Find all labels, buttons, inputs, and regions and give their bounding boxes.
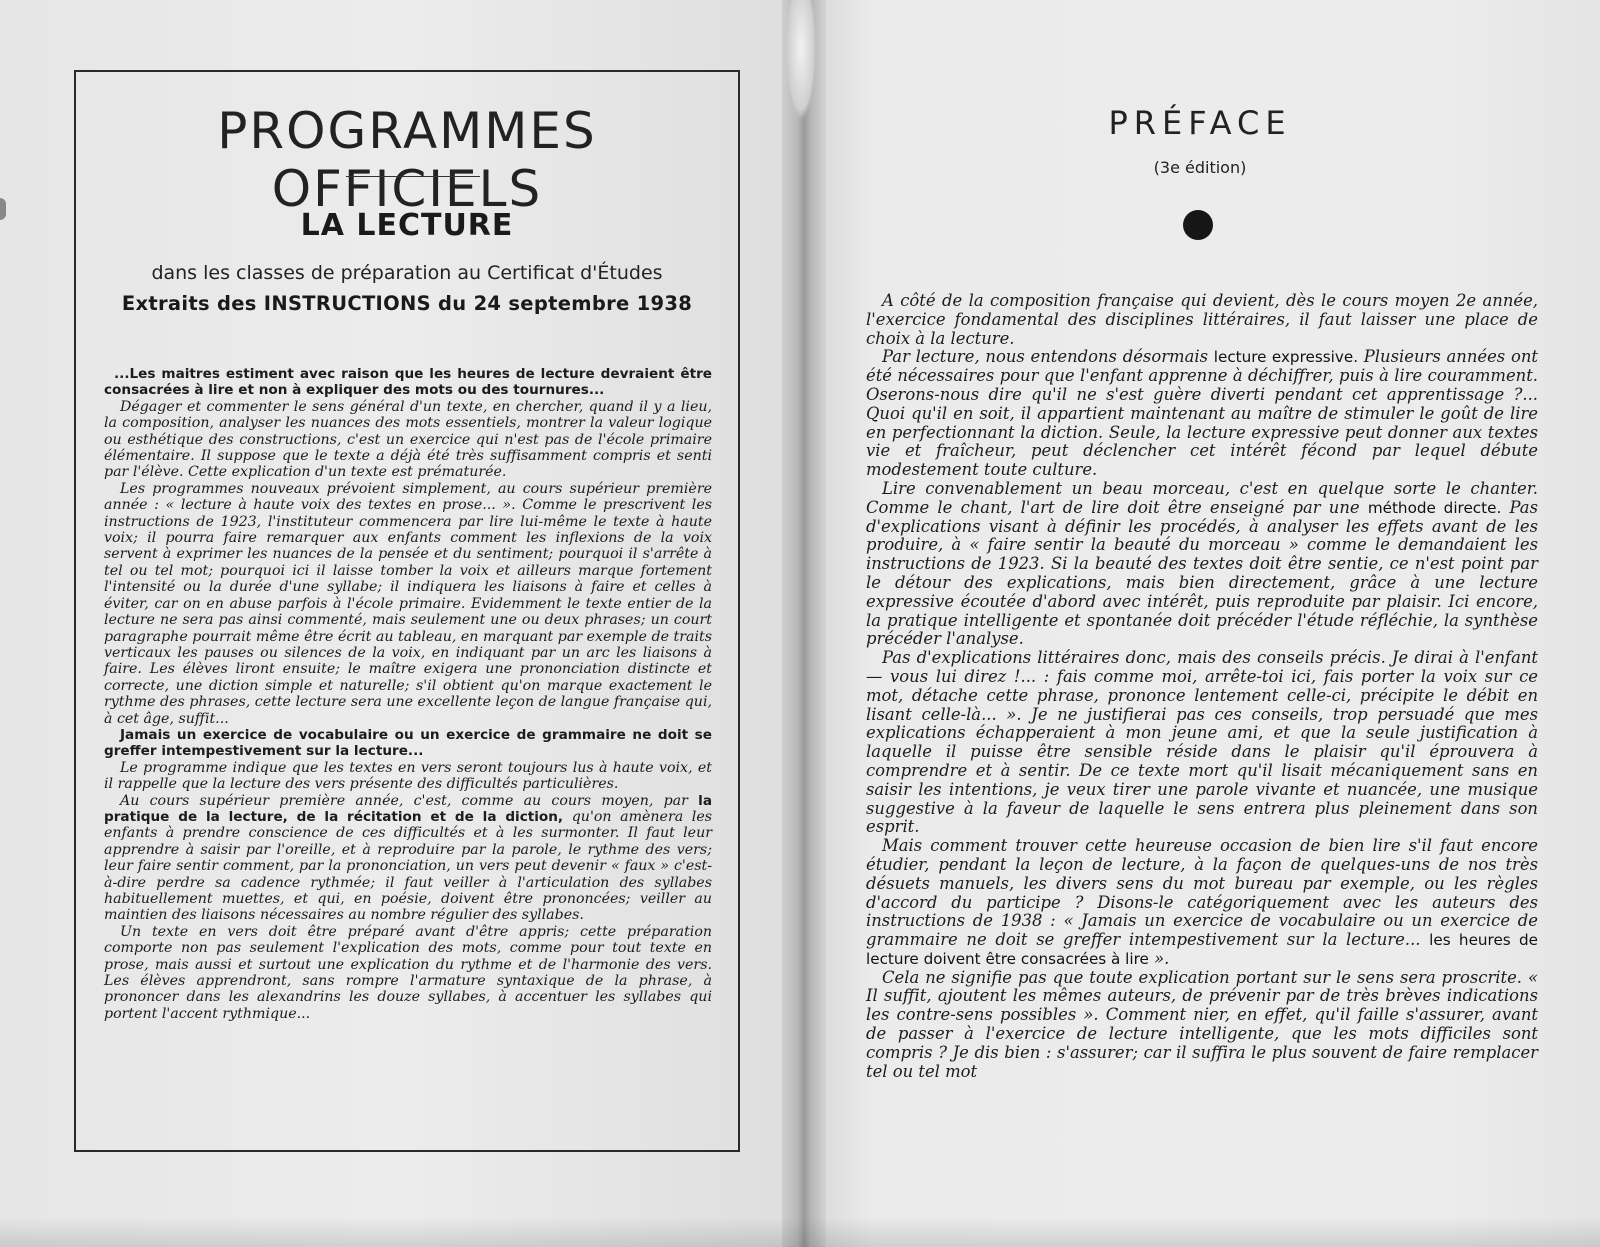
paragraph: Les programmes nouveaux prévoient simplement, au cours supérieur première année : « lecture à haute voix des textes en prose... ». Comme le prescrivent les instructions de 1923, l'instituteur commencera par lire lui-même le texte à haute voix; il pourra faire remarquer aux enfants comment les inflexions de la voix servent à exprimer les nuances de la pensée et du sentiment; pourquoi il s'arrête à tel ou tel mot; pourquoi ici il laisse tomber la voix et ailleurs marque fortement l'intensité ou la durée d'une syllabe; il indiquera les liaisons à faire et celles à éviter, car on en abuse parfois à l'école primaire. Evidemment le texte entier de la lecture ne sera pas ainsi commenté, mais seulement une ou deux phrases; un court paragraphe pourrait même être écrit au tableau, en marquant par exemple de traits verticaux les pauses ou silences de la voix, en indiquant par un arc les liaisons à faire. Les élèves liront ensuite; le maître exigera une prononciation distincte et correcte, une diction simple et naturelle; s'il obtient qu'on marque exactement le rythme des phrases, cette lecture sera une excellente leçon de langue française qui, à cet âge, suffit... [104,480,712,727]
paragraph: Au cours supérieur première année, c'est, comme au cours moyen, par la pratique de la lecture, de la récitation et de la diction, qu'on amènera les enfants à prendre conscience de ces difficultés et à les surmonter. Il faut leur apprendre à saisir par l'oreille, et à reproduire par la parole, le rythme des vers; leur faire sentir comment, par la prononciation, un vers peut devenir « faux » c'est-à-dire perdre sa cadence rythmée; il faut veiller à l'articulation des syllabes habituellement muettes, et qui, en poésie, doivent être prononcées; veiller au maintien des liaisons nécessaires au nombre régulier des syllabes. [104,792,713,924]
section-title: LA LECTURE [300,208,514,243]
paragraph: Dégager et commenter le sens général d'un texte, en chercher, quand il y a lieu, la composition, analyser les nuances des mots essentiels, montrer la valeur logique ou esthétique des constructions, c'est un exercice qui n'est pas de l'école primaire élémentaire. Il suppose que le texte a déjà été très suffisamment compris et senti par l'élève. Cette explication d'un texte est prématurée. [104,398,712,481]
paragraph: Par lecture, nous entendons désormais lecture expressive. Plusieurs années ont été nécessaires pour que l'enfant apprenne à déchiffrer, puis à lire couramment. Oserons-nous dire qu'il ne s'est guère diverti pendant cet apprentissage ?... Quoi qu'il en soit, il appartient maintenant au maître de stimuler le goût de lire en perfectionnant la diction. Seule, la lecture expressive peut donner aux textes vie et fraîcheur, peut déclencher cet intérêt fécond par lequel débute modestement toute culture. [866,347,1538,480]
title-divider [346,176,480,177]
preface-text [866,292,1538,1081]
paragraph: A côté de la composition française qui devient, dès le cours moyen 2e année, l'exercice fondamental des disciplines littéraires, il faut laisser une place de choix à la lecture. [866,291,1538,348]
ornament-dot [1183,210,1213,240]
official-programs-frame [74,70,740,1152]
paragraph: ...Les maitres estiment avec raison que les heures de lecture devraient être consacrées à lire et non à expliquer des mots ou des tournures... [104,366,712,399]
page-title: PROGRAMMES OFFICIELS [217,102,597,218]
bottom-shadow [0,1217,1600,1247]
paragraph: Cela ne signifie pas que toute explication portant sur le sens sera proscrite. « Il suffit, ajoutent les mêmes auteurs, de prévenir par de très brèves indications les contre-sens possibles ». Comment nier, en effet, qu'il faille s'assurer, avant de passer à l'exercice de lecture intelligente, que les mots difficiles sont compris ? Je dis bien : s'assurer; car il suffira le plus souvent de faire remplacer tel ou tel mot [866,967,1538,1081]
page-edge-mark [0,198,6,220]
paragraph: Un texte en vers doit être préparé avant d'être appris; cette préparation comporte non pas seulement l'explication des mots, comme pour tout texte en prose, mais aussi et surtout une explication du rythme et de l'harmonie des vers. Les élèves apprendront, sans rompre l'armature syntaxique de la phrase, à prononcer dans les alexandrins les douze syllabes, à accentuer les syllabes qui portent l'accent rythmique... [104,923,712,1022]
section-subtitle: dans les classes de préparation au Certificat d'Études [151,262,663,284]
paragraph: Lire convenablement un beau morceau, c'est en quelque sorte le chanter. Comme le chant, l'art de lire doit être enseigné par une méthode directe. Pas d'explications visant à définir les procédés, à analyser les effets avant de les produire, à « faire sentir la beauté du morceau » comme le demandaient les instructions de 1923. Si la beauté des textes doit être sentie, ce n'est point par le détour des explications, mais bien directement, grâce à une lecture expressive écoutée d'abord avec intérêt, puis reproduite par plaisir. Ici encore, la pratique intelligente et spontanée doit précéder l'étude réfléchie, la synthèse précéder l'analyse. [866,478,1538,649]
paragraph: Pas d'explications littéraires donc, mais des conseils précis. Je dirai à l'enfant — vous lui direz !... : fais comme moi, arrête-toi ici, fais porter la voix sur ce mot, détache cette phrase, prononce lentement celle-ci, précipite le débit en lisant celle-là... ». Je ne justifierai pas ces conseils, trop persuadé que mes explications échapperaient à mon jeune ami, et que la seule justification à laquelle il puisse être sensible réside dans le plaisir qu'il éprouvera à comprendre et à sentir. De ce texte mort qu'il lisait mécaniquement sans en saisir les intentions, je veux tirer une parole vivante et nuancée, une musique suggestive à la faveur de laquelle le sens entrera plus pleinement dans son esprit. [866,648,1538,837]
extract-line: Extraits des INSTRUCTIONS du 24 septembre 1938 [121,292,693,315]
preface-title: PRÉFACE [1108,104,1292,142]
paragraph: Le programme indique que les textes en vers seront toujours lus à haute voix, et il rappelle que la lecture des vers présente des difficultés particulières. [104,759,712,793]
edition-label: (3e édition) [1153,158,1247,177]
paper-tear [786,0,816,120]
paragraph: Jamais un exercice de vocabulaire ou un exercice de grammaire ne doit se greffer intempestivement sur la lecture... [104,726,712,760]
instructions-text [104,366,712,1022]
book-gutter [782,0,826,1247]
paragraph: Mais comment trouver cette heureuse occasion de bien lire s'il faut encore étudier, pendant la leçon de lecture, à la façon de quelques-uns de nos très désuets manuels, les divers sens du mot bureau par exemple, ou les règles d'accord du participe ? Disons-le catégoriquement avec les auteurs des instructions de 1938 : « Jamais un exercice de vocabulaire ou un exercice de grammaire ne doit se greffer intempestivement sur la lecture... les heures de lecture doivent être consacrées à lire ». [866,836,1538,968]
